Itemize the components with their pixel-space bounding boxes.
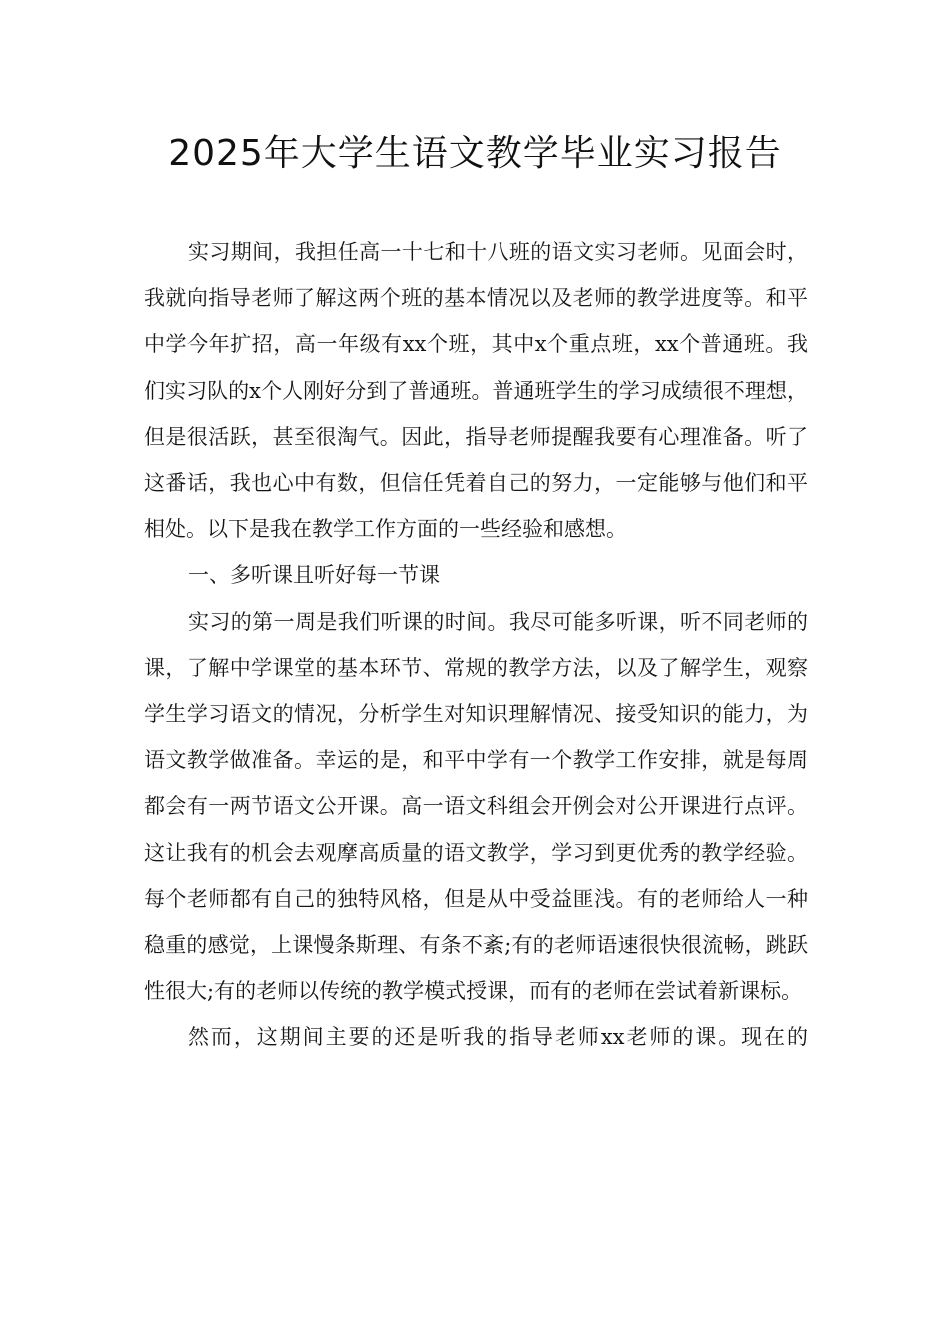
- intro-paragraph: 实习期间，我担任高一十七和十八班的语文实习老师。见面会时，我就向指导老师了解这两个班的基本情况以及老师的教学进度等。和平中学今年扩招，高一年级有xx个班，其中x个重点班，xx个普通班。我们实习队的x个人刚好分到了普通班。普通班学生的学习成绩很不理想，但是很活跃，甚至很淘气。因此，指导老师提醒我要有心理准备。听了这番话，我也心中有数，但信任凭着自己的努力，一定能够与他们和平相处。以下是我在教学工作方面的一些经验和感想。: [144, 240, 808, 542]
- document-body: [144, 229, 808, 1061]
- document-title: 2025年大学生语文教学毕业实习报告: [168, 133, 782, 174]
- section-heading: 一、多听课且听好每一节课: [188, 563, 440, 588]
- section-paragraph: 实习的第一周是我们听课的时间。我尽可能多听课，听不同老师的课，了解中学课堂的基本环节、常规的教学方法，以及了解学生，观察学生学习语文的情况，分析学生对知识理解情况、接受知识的能力，为语文教学做准备。幸运的是，和平中学有一个教学工作安排，就是每周都会有一两节语文公开课。高一语文科组会开例会对公开课进行点评。这让我有的机会去观摩高质量的语文教学，学习到更优秀的教学经验。每个老师都有自己的独特风格，但是从中受益匪浅。有的老师给人一种稳重的感觉，上课慢条斯理、有条不紊;有的老师语速很快很流畅，跳跃性很大;有的老师以传统的教学模式授课，而有的老师在尝试着新课标。: [144, 609, 808, 1004]
- section-paragraph-continued: 然而，这期间主要的还是听我的指导老师xx老师的课。现在的: [188, 1025, 808, 1050]
